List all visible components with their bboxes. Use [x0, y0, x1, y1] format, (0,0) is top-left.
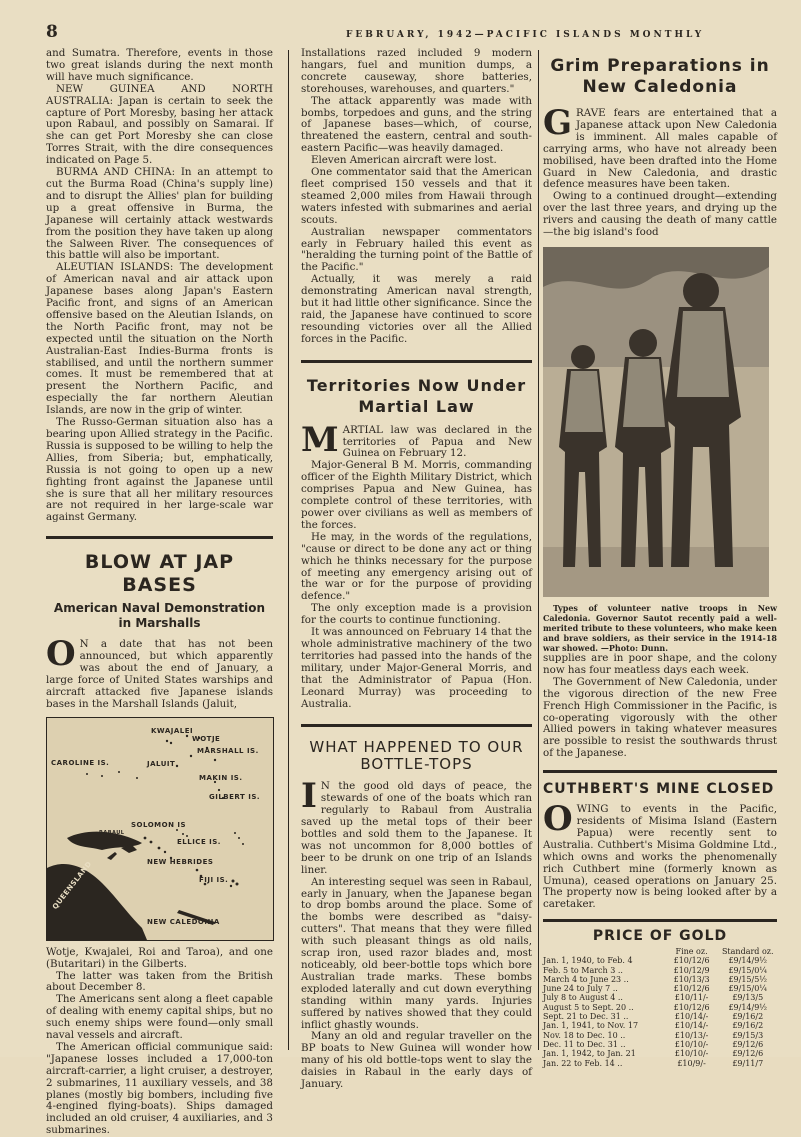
table-cell: £10/11/- — [674, 993, 709, 1003]
paragraph: Many an old and regular traveller on the BP boats to New Guinea will wonder how many of his old bottle-tops went to slay the daisies in Rabaul in the early days of January. — [301, 1030, 532, 1091]
article-subheadline: American Naval Demonstration in Marshalls — [53, 601, 266, 631]
paragraph: BURMA AND CHINA: In an attempt to cut the Burma Road (China's supply line) and to disrupt the Allies' plan for building up a great offensive in Burma, the Japanese will certainly attack westwards from the position they have taken up along the Salween River. The consequences of this battle will also be important. — [46, 166, 273, 262]
map-label: NEW HEBRIDES — [147, 857, 214, 866]
table-row — [543, 956, 777, 965]
table-row — [543, 984, 777, 993]
map-label: KWAJALEI — [151, 726, 194, 735]
page-header — [46, 22, 777, 44]
paragraph: ALEUTIAN ISLANDS: The development of American naval and air attack upon Japanese bases along Japan's Eastern Pacific front, and signs of an American offensive based on the Aleutian Islands, on the North Pacific front, may not be expected until the situation on the North Australian-East Indies-Burma fronts is stabilised, and until the northern summer comes. It must be remembered that at present the Northern Pacific, and especially the far northern Aleutian Islands, are now in the grip of winter. — [46, 261, 273, 417]
paragraph: Major-General B M. Morris, commanding officer of the Eighth Military District, which comprises Papua and New Guinea, has complete control of these territories, with power over civilians as well as members of the forces. — [301, 459, 532, 531]
table-cell: £9/16/2 — [732, 1021, 764, 1031]
table-cell: £10/14/- — [674, 1012, 709, 1022]
column-rule — [538, 50, 539, 1050]
table-cell: £10/13/3 — [673, 974, 710, 984]
column-rule — [288, 50, 289, 1050]
table-cell: June 24 to July 7 .. — [543, 984, 618, 994]
table-row — [543, 1049, 777, 1058]
column-middle — [301, 47, 532, 1091]
paragraph: I N the good old days of peace, the stewards of one of the boats which ran regularly to Rabaul from Australia saved up the metal tops of their beer bottles and sold them to the Japanese. It was not uncommon for 8,000 bottles of beer to be drunk on one trip of an Islands liner. — [301, 776, 532, 876]
article-headline: Territories Now Under Martial Law — [306, 375, 527, 416]
table-title: PRICE OF GOLD — [592, 928, 728, 945]
section-rule — [301, 724, 532, 727]
paragraph: OWING to events in the Pacific, residents of Misima Island (Eastern Papua) were recently sent to Australia. Cuthbert's Misima Goldmine Ltd., which owns and works the phenomenally rich Cuthbert mine (formerly known as Umuna), ceased operations on January 25. The property now is being looked after by a caretaker. — [543, 799, 777, 911]
paragraph: Installations razed included 9 modern hangars, fuel and munition dumps, a concrete causeway, shore batteries, storehouses, warehouses, and quarters." — [301, 47, 532, 95]
paragraph: The attack apparently was made with bombs, torpedoes and guns, and the string of Japanese bases—which, of course, threatened the eastern, central and south-eastern Pacific—was heavily damaged. — [301, 94, 532, 155]
table-row — [543, 975, 777, 984]
paragraph: Australian newspaper commentators early in February hailed this event as "heralding the turning point of the Battle of the Pacific." — [301, 225, 532, 274]
table-cell: July 8 to August 4 .. — [543, 993, 623, 1003]
page-number: 8 — [46, 22, 58, 42]
pacific-map — [46, 717, 274, 941]
table-cell: £9/11/7 — [732, 1058, 764, 1068]
table-cell: £10/14/- — [674, 1021, 709, 1031]
table-cell: March 4 to June 23 .. — [543, 974, 629, 984]
table-cell: £10/12/9 — [673, 965, 710, 975]
section-rule — [46, 536, 273, 539]
drop-cap: M — [301, 419, 339, 460]
gold-price-table — [543, 947, 777, 1068]
article-headline: CUTHBERT'S MINE CLOSED — [543, 781, 775, 798]
table-cell: £9/14/9½ — [728, 1002, 768, 1012]
table-cell: £9/15/0¼ — [728, 965, 768, 975]
table-row — [543, 1003, 777, 1012]
map-label: CAROLINE IS. — [51, 758, 110, 767]
paragraph: One commentator said that the American fleet comprised 150 vessels and that it steamed 2,000 miles from Hawaii through waters infested with submarines and aerial scouts. — [301, 166, 532, 226]
drop-cap: O — [543, 799, 573, 840]
column-header — [543, 947, 665, 956]
table-row — [543, 1059, 777, 1068]
map-label: SOLOMON IS — [131, 820, 187, 829]
table-cell: £10/12/6 — [673, 1002, 710, 1012]
article-headline: WHAT HAPPENED TO OUR BOTTLE-TOPS — [309, 738, 524, 774]
troops-photo — [543, 247, 769, 597]
paragraph: The Government of New Caledonia, under the vigorous direction of the new Free French High Commissioner in the Pacific, is co-operating vigorously with the other Allied powers in taking whatever measures are possible to resist the southwards thrust of the Japanese. — [543, 675, 777, 760]
paragraph: He may, in the words of the regulations, "cause or direct to be done any act or thing which he thinks necessary for the purpose of meeting any emergency arising out of the war or for the purpose of providing defence." — [301, 530, 532, 603]
table-cell: £9/15/5½ — [728, 974, 768, 984]
table-header-row — [543, 947, 777, 956]
paragraph: The only exception made is a provision for the courts to continue functioning. — [301, 602, 532, 627]
table-cell: £9/12/6 — [732, 1039, 764, 1049]
column-left — [46, 47, 273, 1137]
map-label: MARSHALL IS. — [197, 746, 259, 755]
map-label: FIJI IS. — [199, 875, 229, 884]
paragraph: The American official communique said: "Japanese losses included a 17,000-ton aircraft-carrier, a light cruiser, a destroyer, 2 submarines, 11 auxiliary vessels, and 38 planes (mostly big bombers, including five 4-engined flying-boats). Ships damaged included an old cruiser, 4 auxiliaries, and 3 submarines. — [46, 1040, 273, 1137]
photo-credit: —Photo: Dunn. — [600, 642, 668, 653]
table-cell: £10/12/6 — [673, 984, 710, 994]
column-header: Standard oz. — [721, 947, 774, 957]
table-row — [543, 993, 777, 1002]
article-headline: Grim Preparations in New Caledonia — [550, 56, 770, 97]
table-cell: £9/14/9½ — [728, 956, 768, 966]
table-cell: £9/15/0¼ — [728, 984, 768, 994]
table-cell: £10/10/- — [674, 1039, 709, 1049]
paragraph: NEW GUINEA AND NORTH AUSTRALIA: Japan is certain to seek the capture of Port Moresby, basing her attack upon Rabaul, and possibly on Samarai. If she can get Port Moresby she can close Torres Strait, with the dire consequences indicated on Page 5. — [46, 82, 273, 167]
table-row — [543, 1021, 777, 1030]
table-cell: Nov. 18 to Dec. 10 .. — [543, 1030, 626, 1040]
map-label: GILBERT IS. — [209, 792, 261, 801]
paragraph: Actually, it was merely a raid demonstrating American naval strength, but it had little other significance. Since the raid, the Japanese have continued to score resounding victories over all the Allied forces in the Pacific. — [301, 273, 532, 345]
photo-caption: Types of volunteer native troops in New Caledonia. Governor Sautot recently paid a well-merited tribute to these volunteers, who make keen and brave soldiers, as their service in the 1914-18 war showed. —Photo: Dunn. — [543, 602, 777, 653]
table-cell: Jan. 22 to Feb. 14 .. — [543, 1058, 623, 1068]
table-cell: Dec. 11 to Dec. 31 .. — [543, 1039, 626, 1049]
table-cell: £10/9/- — [677, 1058, 706, 1068]
map-label: JALUIT — [147, 759, 176, 768]
paragraph: It was announced on February 14 that the whole administrative machinery of the two territories had passed into the hands of the military, under Major-General Morris, and that the Administrator of Papua (Hon. Leonard Murray) was proceeding to Australia. — [301, 626, 532, 710]
paragraph: Owing to a continued drought—extending over the last three years, and drying up the rivers and causing the death of many cattle—the big island's food — [543, 190, 777, 239]
drop-cap: O — [46, 634, 76, 675]
table-cell: £9/13/5 — [732, 993, 764, 1003]
map-label: MAKIN IS. — [199, 773, 243, 782]
table-cell: £10/12/6 — [673, 956, 710, 966]
paragraph: and Sumatra. Therefore, events in those two great islands during the next month will have much significance. — [46, 47, 273, 83]
table-cell: £9/12/6 — [732, 1049, 764, 1059]
table-cell: August 5 to Sept. 20 .. — [543, 1002, 634, 1012]
map-label: ELLICE IS. — [177, 837, 221, 846]
photo-image — [543, 247, 769, 597]
map-label: NEW CALEDONIA — [147, 917, 220, 926]
table-cell: £9/15/3 — [732, 1030, 764, 1040]
table-cell: Jan. 1, 1942, to Jan. 21 — [543, 1049, 636, 1059]
paragraph: MARTIAL law was declared in the territories of Papua and New Guinea on February 12. — [301, 419, 532, 460]
drop-cap: I — [301, 776, 317, 817]
paragraph: The Americans sent along a fleet capable of dealing with enemy capital ships, but no such enemy ships were found—only small naval vessels and aircraft. — [46, 993, 273, 1042]
paragraph: O N a date that has not been announced, but which apparently was about the end of January, a large force of United States warships and aircraft attacked five Japanese islands bases in the Marshall Islands (Jaluit, — [46, 634, 273, 710]
drop-cap: G — [543, 103, 573, 143]
table-row — [543, 1040, 777, 1049]
paragraph: An interesting sequel was seen in Rabaul, early in January, when the Japanese began to drop bombs around the place. Some of the bombs were described as "daisy-cutters". That means that they were filled with such pleasant things as old nails, scrap iron, used razor blades and, most noticeably, old beer-bottle tops which bore Australian trade marks. These bombs exploded laterally and cut down everything standing within many yards. Injuries suffered by natives showed that they could inflict ghastly wounds. — [301, 875, 532, 1031]
table-cell: £9/16/2 — [732, 1012, 764, 1022]
paragraph: supplies are in poor shape, and the colony now has four meatless days each week. — [543, 651, 777, 676]
table-cell: Sept. 21 to Dec. 31 .. — [543, 1012, 629, 1022]
table-cell: Jan. 1, 1941, to Nov. 17 — [543, 1021, 639, 1031]
paragraph: The latter was taken from the British about December 8. — [46, 969, 273, 994]
table-row — [543, 1031, 777, 1040]
section-rule — [301, 360, 532, 363]
column-header: Fine oz. — [675, 947, 708, 957]
section-rule — [543, 919, 777, 922]
map-label: QUEENSLAND — [51, 859, 94, 911]
table-cell: £10/10/- — [674, 1049, 709, 1059]
column-right — [543, 48, 777, 1068]
paragraph: Eleven American aircraft were lost. — [311, 154, 497, 167]
paragraph: Wotje, Kwajalei, Roi and Taroa), and one (Butaritari) in the Gilberts. — [46, 945, 273, 970]
running-head: FEBRUARY, 1942—PACIFIC ISLANDS MONTHLY — [346, 30, 705, 40]
article-headline: BLOW AT JAP BASES — [84, 551, 235, 597]
paragraph: The Russo-German situation also has a bearing upon Allied strategy in the Pacific. Russia is supposed to be willing to help the Allies, from Siberia; but, emphatically, Russia is not going to open up a new fighting front against the Japanese until she is sure that all her military resources are not required in her large-scale war against Germany. — [46, 416, 273, 524]
table-cell: £10/13/- — [674, 1030, 709, 1040]
table-cell: Feb. 5 to March 3 .. — [543, 965, 623, 975]
table-row — [543, 1012, 777, 1021]
map-label: RABAUL — [99, 829, 125, 836]
paragraph: GRAVE fears are entertained that a Japanese attack upon New Caledonia is imminent. All males capable of carrying arms, who have not already been mobilised, have been drafted into the Home Guard in New Caledonia, and drastic defence measures have been taken. — [543, 103, 777, 191]
table-cell: Jan. 1, 1940, to Feb. 4 — [543, 956, 633, 966]
table-row — [543, 966, 777, 975]
section-rule — [543, 770, 777, 773]
map-label: WOTJE — [192, 734, 221, 743]
